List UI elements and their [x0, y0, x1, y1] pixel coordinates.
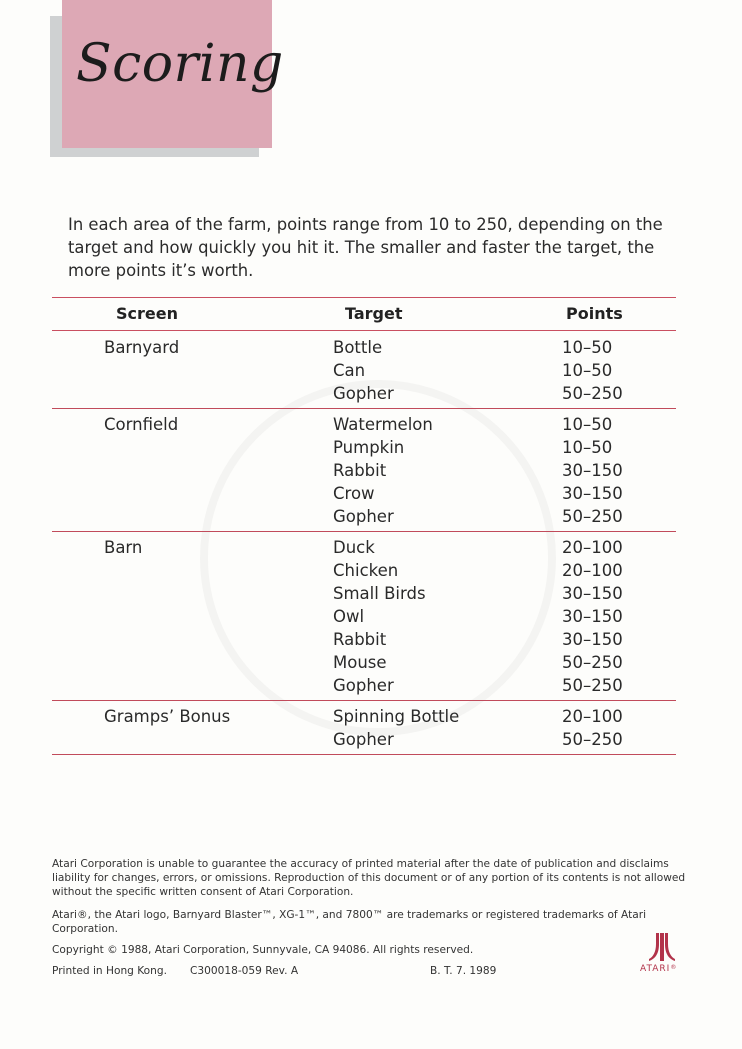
group-divider: [52, 700, 676, 701]
target-name: Owl: [333, 607, 365, 626]
target-name: Watermelon: [333, 415, 433, 434]
points-range: 10–50: [562, 338, 613, 357]
group-divider: [52, 531, 676, 532]
target-name: Spinning Bottle: [333, 707, 460, 726]
screen-name: Barn: [104, 538, 143, 557]
group-divider: [52, 408, 676, 409]
points-range: 30–150: [562, 484, 623, 503]
screen-name: Gramps’ Bonus: [104, 707, 231, 726]
points-range: 50–250: [562, 384, 623, 403]
document-code: C300018-059 Rev. A: [190, 965, 299, 977]
target-name: Gopher: [333, 676, 394, 695]
points-range: 10–50: [562, 438, 613, 457]
table-top-rule: [52, 297, 676, 298]
points-range: 10–50: [562, 415, 613, 434]
intro-paragraph: In each area of the farm, points range from 10 to 250, depending on the target and how quickly you hit it. The smaller and faster the target, the more points it’s worth.: [68, 215, 663, 280]
points-range: 30–150: [562, 584, 623, 603]
screen-name: Barnyard: [104, 338, 180, 357]
points-range: 20–100: [562, 707, 623, 726]
points-range: 50–250: [562, 507, 623, 526]
points-range: 50–250: [562, 676, 623, 695]
page-title: Scoring: [76, 34, 284, 94]
target-name: Pumpkin: [333, 438, 405, 457]
points-range: 10–50: [562, 361, 613, 380]
header-target: Target: [345, 304, 403, 323]
points-range: 30–150: [562, 630, 623, 649]
points-range: 30–150: [562, 607, 623, 626]
points-range: 20–100: [562, 561, 623, 580]
target-name: Gopher: [333, 507, 394, 526]
points-range: 50–250: [562, 653, 623, 672]
copyright: Copyright © 1988, Atari Corporation, Sunnyvale, CA 94086. All rights reserved.: [52, 944, 474, 956]
printed-in: Printed in Hong Kong.: [52, 965, 167, 977]
target-name: Small Birds: [333, 584, 426, 603]
registered-mark: ®: [670, 964, 678, 971]
atari-logo-text: [640, 964, 677, 974]
target-name: Mouse: [333, 653, 387, 672]
screen-name: Cornfield: [104, 415, 179, 434]
header-screen: Screen: [116, 304, 178, 323]
atari-word: ATARI: [640, 964, 671, 974]
points-range: 30–150: [562, 461, 623, 480]
points-range: 20–100: [562, 538, 623, 557]
target-name: Bottle: [333, 338, 383, 357]
target-name: Duck: [333, 538, 375, 557]
target-name: Rabbit: [333, 461, 387, 480]
table-bottom-rule: [52, 754, 676, 755]
target-name: Gopher: [333, 730, 394, 749]
atari-fuji-icon: [647, 932, 677, 962]
target-name: Gopher: [333, 384, 394, 403]
points-range: 50–250: [562, 730, 623, 749]
target-name: Can: [333, 361, 366, 380]
target-name: Chicken: [333, 561, 399, 580]
date-stamp: B. T. 7. 1989: [430, 965, 497, 977]
trademarks: Atari®, the Atari logo, Barnyard Blaster™, XG-1™, and 7800™ are trademarks or registered trademarks of Atari Corporation.: [52, 909, 647, 935]
disclaimer: Atari Corporation is unable to guarantee the accuracy of printed material after the date of publication and disclaims liability for changes, errors, or omissions. Reproduction of this document or of any portion of its contents is not allowed without the specific written consent of Atari Corporation.: [52, 858, 686, 898]
header-points: Points: [566, 304, 623, 323]
target-name: Crow: [333, 484, 375, 503]
table-header-rule: [52, 330, 676, 331]
target-name: Rabbit: [333, 630, 387, 649]
